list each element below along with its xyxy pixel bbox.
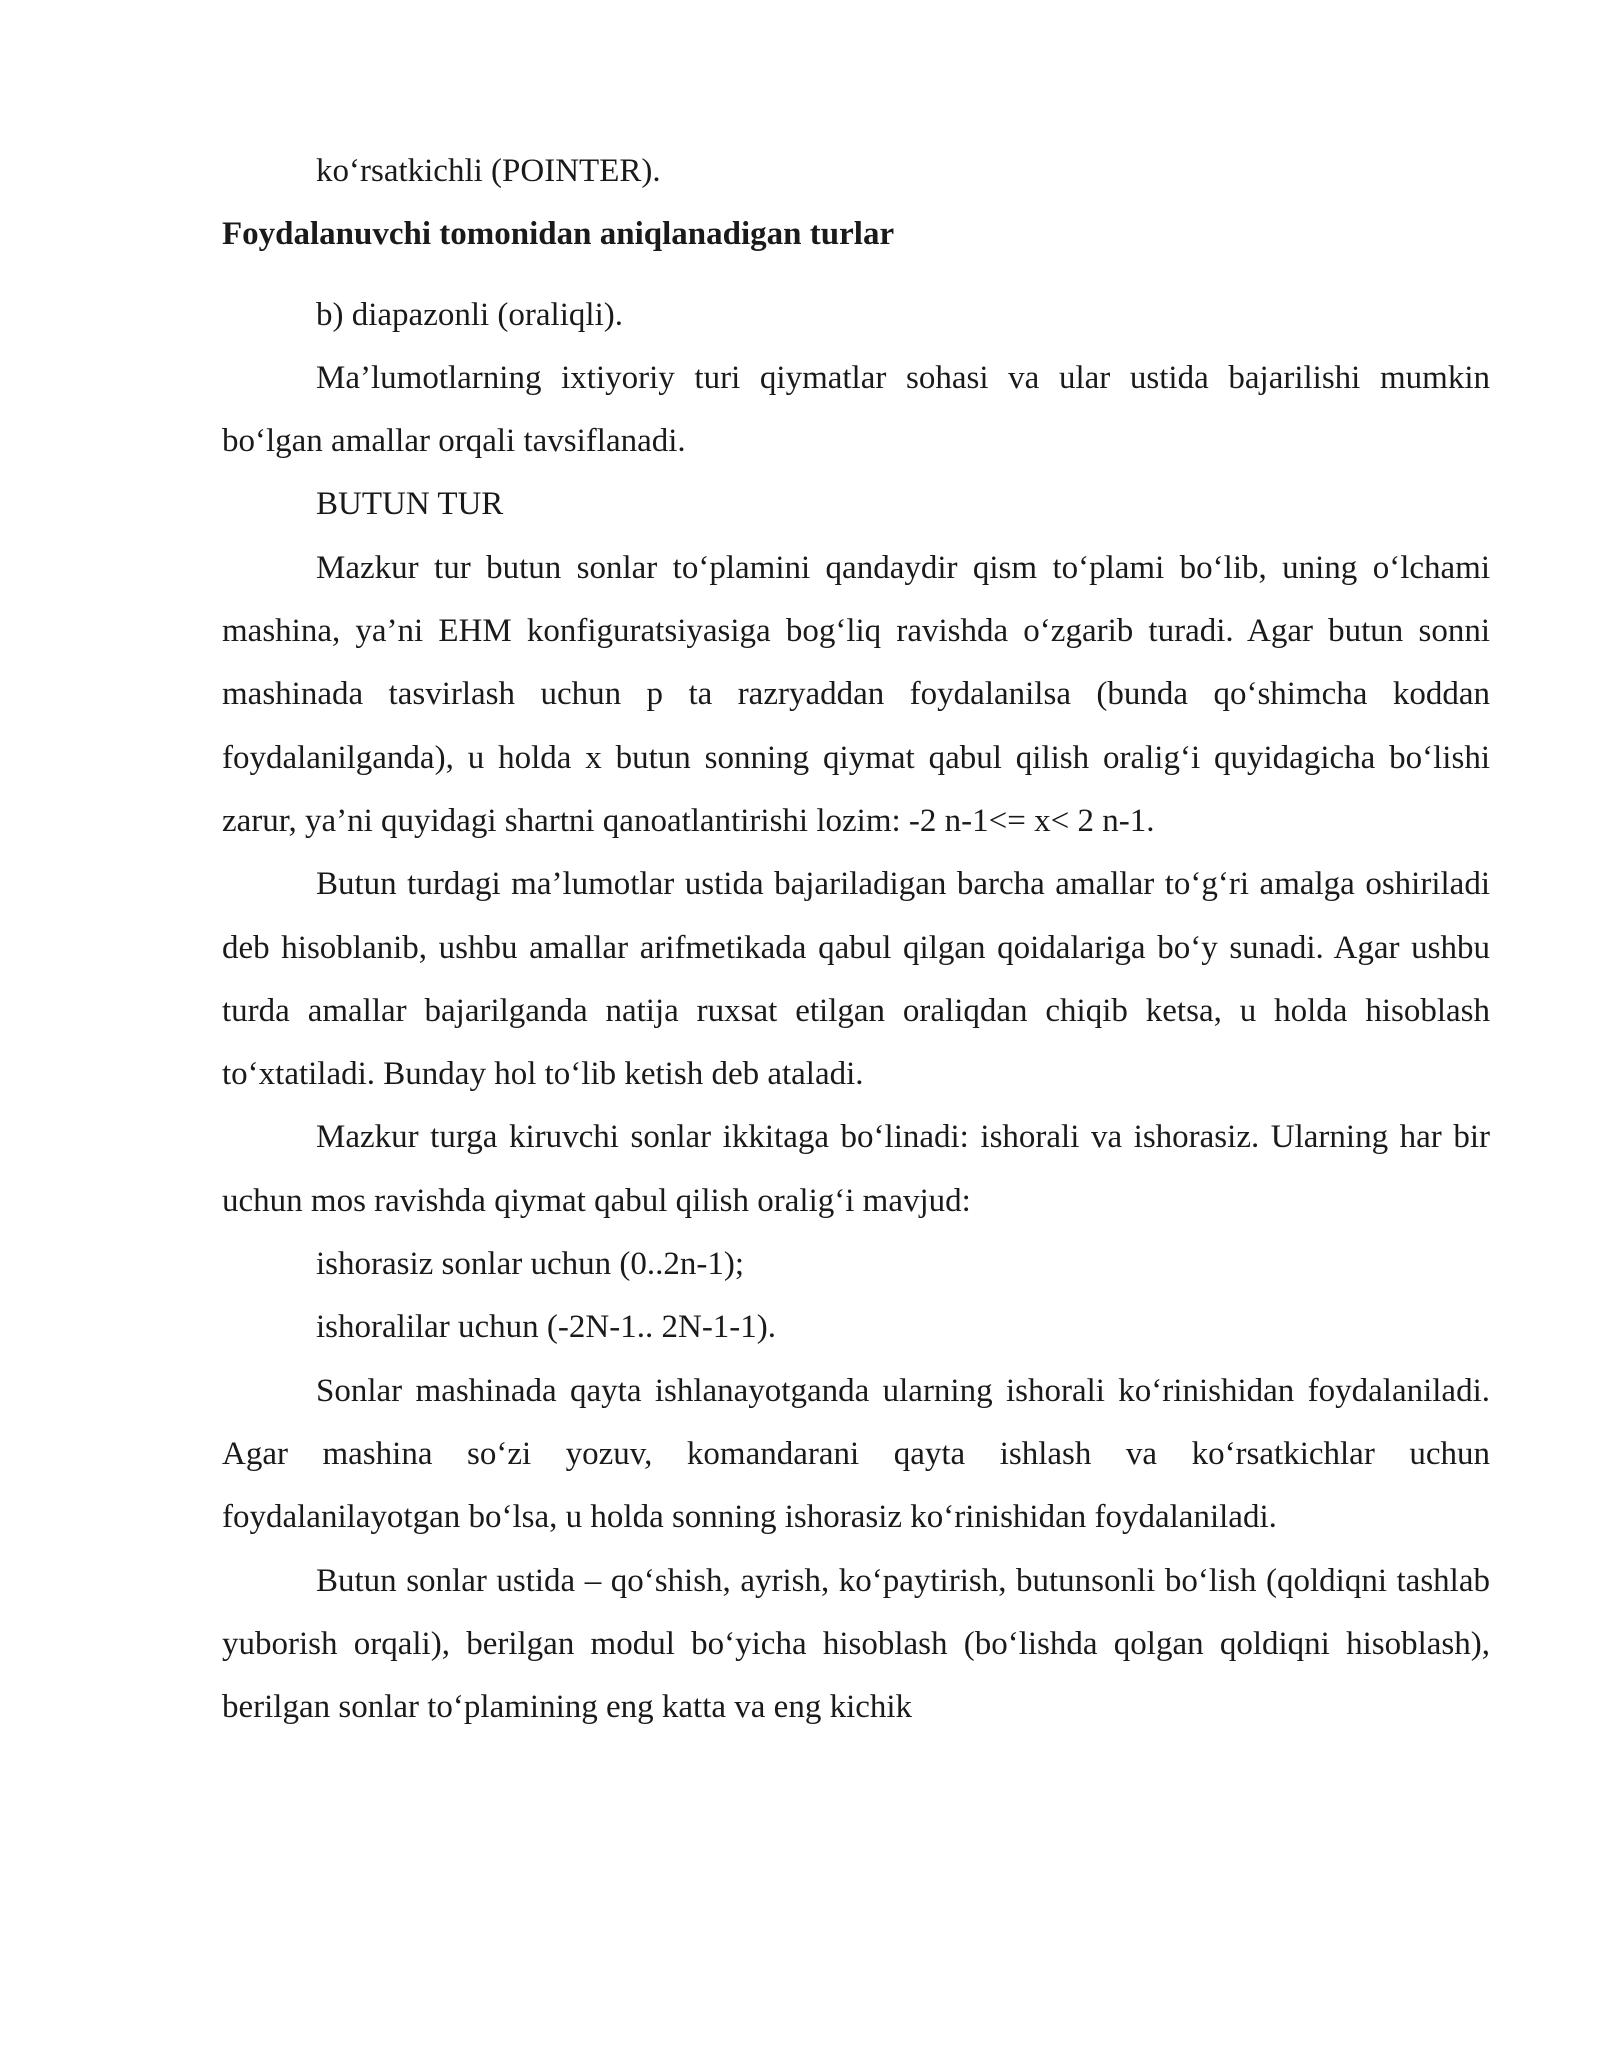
paragraph-unsigned-range: ishorasiz sonlar uchun (0..2n-1);: [316, 1246, 744, 1283]
paragraph-operations: Butun sonlar ustida – qo‘shish, ayrish, ko‘paytirish, butunsonli bo‘lish (qoldiqni tashlab yuborish orqali), berilgan modul bo‘yicha hisoblash (bo‘lishda qolgan qoldiqni hisoblash), berilgan sonlar to‘plamining eng katta va eng kichik: [222, 1562, 1490, 1726]
paragraph-diapazon: b) diapazonli (oraliqli).: [316, 296, 623, 333]
section-heading: Foydalanuvchi tomonidan aniqlanadigan turlar: [222, 216, 895, 253]
paragraph-overflow: Butun turdagi ma’lumotlar ustida bajariladigan barcha amallar to‘g‘ri amalga oshiriladi deb hisoblanib, ushbu amallar arifmetikada qabul qilgan qoidalariga bo‘y sunadi. Agar ushbu turda amallar bajarilganda natija ruxsat etilgan oraliqdan chiqib ketsa, u holda hisoblash to‘xtatiladi. Bunday hol to‘lib ketish deb ataladi.: [222, 866, 1490, 1093]
document-page: [222, 140, 1490, 1739]
paragraph-machine-usage: Sonlar mashinada qayta ishlanayotganda ularning ishorali ko‘rinishidan foydalaniladi. Agar mashina so‘zi yozuv, komandarani qayta ishlash va ko‘rsatkichlar uchun foydalanilayotgan bo‘lsa, u holda sonning ishorasiz ko‘rinishidan foydalaniladi.: [222, 1372, 1490, 1536]
paragraph-data-type-definition: Ma’lumotlarning ixtiyoriy turi qiymatlar sohasi va ular ustida bajarilishi mumkin bo‘lgan amallar orqali tavsiflanadi.: [222, 359, 1490, 460]
paragraph-signed-range: ishoralilar uchun (-2N-1.. 2N-1-1).: [316, 1309, 777, 1346]
paragraph-butun-tur-range: Mazkur tur butun sonlar to‘plamini qandaydir qism to‘plami bo‘lib, uning o‘lchami mashina, ya’ni EHM konfiguratsiyasiga bog‘liq ravishda o‘zgarib turadi. Agar butun sonni mashinada tasvirlash uchun p ta razryaddan foydalanilsa (bunda qo‘shimcha koddan foydalanilganda), u holda x butun sonning qiymat qabul qilish oralig‘i quyidagicha bo‘lishi zarur, ya’ni quyidagi shartni qanoatlantirishi lozim: -2 n-1<= x< 2 n-1.: [222, 549, 1490, 839]
paragraph-signed-unsigned: Mazkur turga kiruvchi sonlar ikkitaga bo‘linadi: ishorali va ishorasiz. Ularning har bir uchun mos ravishda qiymat qabul qilish oralig‘i mavjud:: [222, 1119, 1490, 1219]
paragraph-butun-tur-title: BUTUN TUR: [316, 486, 504, 523]
paragraph-pointer: ko‘rsatkichli (POINTER).: [316, 153, 661, 189]
